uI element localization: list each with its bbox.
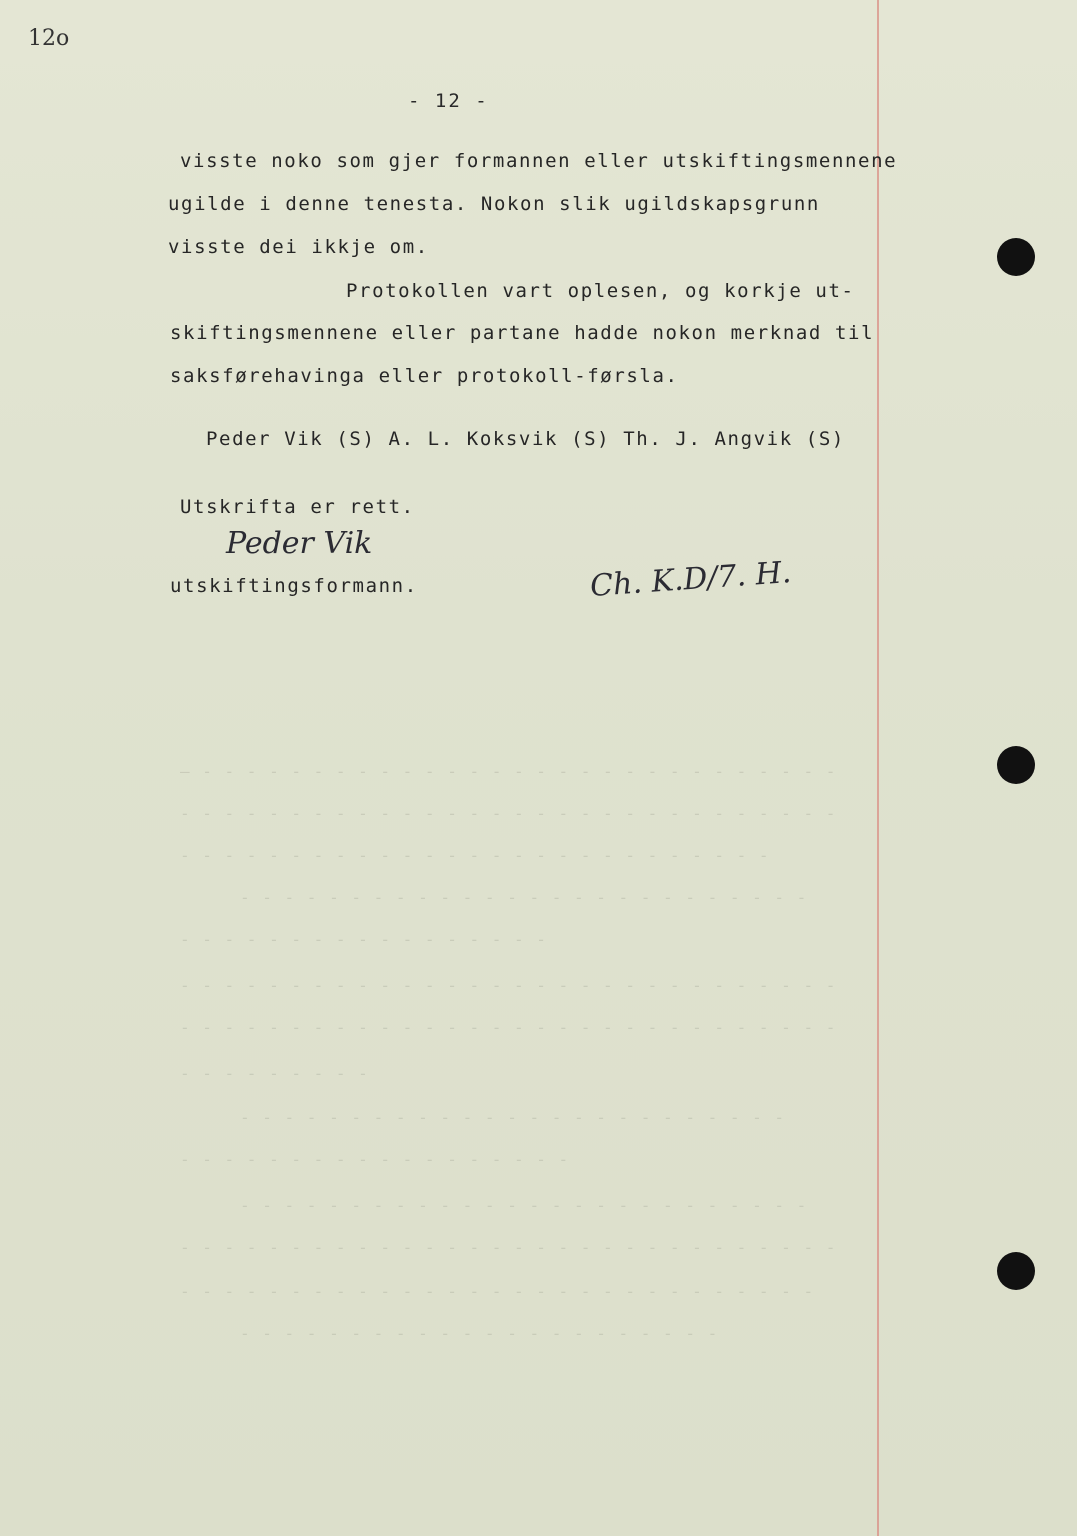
bleed-through-mark: - - - - - - - - - - - - - - - - - - - - - -: [240, 1324, 719, 1343]
bleed-through-mark: - - - - - - - - - - - - - - - - - - - - - - - - - - -: [180, 846, 771, 865]
page-number: - 12 -: [408, 90, 489, 112]
certification-line: Utskrifta er rett.: [180, 496, 415, 518]
signer-title: utskiftingsformann.: [170, 575, 418, 597]
text-line: Protokollen vart oplesen, og korkje ut-: [346, 280, 855, 302]
bleed-through-mark: - - - - - - - - - - - - - - - - - - - - - - - - - -: [240, 888, 808, 907]
text-line: skiftingsmennene eller partane hadde nokon merknad til: [170, 322, 875, 344]
punch-hole-bottom: [997, 1252, 1035, 1290]
text-line: ugilde i denne tenesta. Nokon slik ugildskapsgrunn: [168, 193, 820, 215]
signatories-line: Peder Vik (S) A. L. Koksvik (S) Th. J. Angvik (S): [206, 428, 845, 450]
bleed-through-mark: — - - - - - - - - - - - - - - - - - - - - - - - - - - - - -: [180, 762, 837, 781]
text-line: visste noko som gjer formannen eller utskiftingsmennene: [180, 150, 898, 172]
text-line: saksførehavinga eller protokoll-førsla.: [170, 365, 679, 387]
folio-number: 12o: [28, 26, 70, 51]
punch-hole-top: [997, 238, 1035, 276]
bleed-through-mark: - - - - - - - - - - - - - - - - - - - - - - - - - -: [240, 1196, 808, 1215]
handwritten-signature: Peder Vik: [226, 526, 373, 561]
handwritten-initials: Ch. K.D/7. H.: [589, 555, 793, 604]
bleed-through-mark: - - - - - - - - -: [180, 1064, 370, 1083]
text-line: visste dei ikkje om.: [168, 236, 429, 258]
bleed-through-mark: - - - - - - - - - - - - - - - - - - - - - - - - - - - - - -: [180, 1018, 837, 1037]
margin-rule: [877, 0, 879, 1536]
bleed-through-mark: - - - - - - - - - - - - - - - - - - - - - - - - -: [240, 1108, 786, 1127]
bleed-through-mark: - - - - - - - - - - - - - - - - - - - - - - - - - - - - - -: [180, 804, 837, 823]
bleed-through-mark: - - - - - - - - - - - - - - - - - - - - - - - - - - - - -: [180, 1282, 815, 1301]
punch-hole-middle: [997, 746, 1035, 784]
bleed-through-mark: - - - - - - - - - - - - - - - - - - - - - - - - - - - - - -: [180, 976, 837, 995]
bleed-through-mark: - - - - - - - - - - - - - - - - - -: [180, 1150, 570, 1169]
bleed-through-mark: - - - - - - - - - - - - - - - - - - - - - - - - - - - - - -: [180, 1238, 837, 1257]
bleed-through-mark: - - - - - - - - - - - - - - - - -: [180, 930, 548, 949]
